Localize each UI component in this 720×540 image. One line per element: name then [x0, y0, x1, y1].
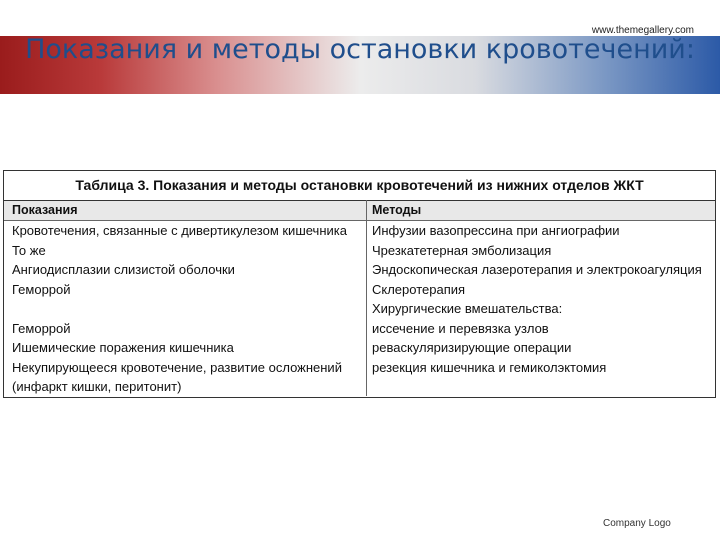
cell-indication: То же [12, 242, 46, 258]
cell-method: Эндоскопическая лазеротерапия и электрокоагуляция [372, 262, 702, 277]
table-row [4, 377, 715, 397]
data-table [3, 170, 716, 398]
site-url: www.themegallery.com [591, 25, 694, 36]
table-row [4, 241, 715, 261]
company-logo: Company Logo [603, 518, 671, 529]
table-row [4, 338, 715, 358]
cell-method: Хирургические вмешательства: [372, 301, 563, 316]
cell-method: Инфузии вазопрессина при ангиографии [372, 223, 620, 238]
table-row [4, 358, 715, 378]
cell-indication: (инфаркт кишки, перитонит) [12, 379, 182, 394]
table-row [4, 280, 715, 300]
cell-indication: Кровотечения, связанные с дивертикулезом кишечника [12, 223, 347, 238]
cell-method: реваскуляризирующие операции [372, 340, 572, 355]
cell-indication: Некупирующееся кровотечение, развитие осложнений [12, 359, 342, 375]
slide-title: Показания и методы остановки кровотечений: [25, 34, 695, 65]
column-header-indications: Показания [12, 203, 78, 217]
column-header-methods: Методы [372, 203, 422, 217]
cell-method: иссечение и перевязка узлов [372, 320, 549, 336]
table-row [4, 221, 715, 241]
cell-indication: Ангиодисплазии слизистой оболочки [12, 262, 235, 277]
cell-method: резекция кишечника и гемиколэктомия [372, 359, 607, 375]
cell-indication: Геморрой [12, 281, 71, 297]
table-row [4, 299, 715, 319]
title-clip-mask [0, 94, 720, 124]
table-caption: Таблица 3. Показания и методы остановки кровотечений из нижних отделов ЖКТ [75, 177, 644, 193]
cell-indication: Геморрой [12, 320, 71, 336]
table-row [4, 260, 715, 280]
cell-method: Склеротерапия [372, 281, 466, 297]
table-row [4, 319, 715, 339]
table-header-row [4, 200, 715, 221]
cell-indication: Ишемические поражения кишечника [12, 340, 234, 355]
cell-method: Чрезкатетерная эмболизация [372, 242, 552, 258]
